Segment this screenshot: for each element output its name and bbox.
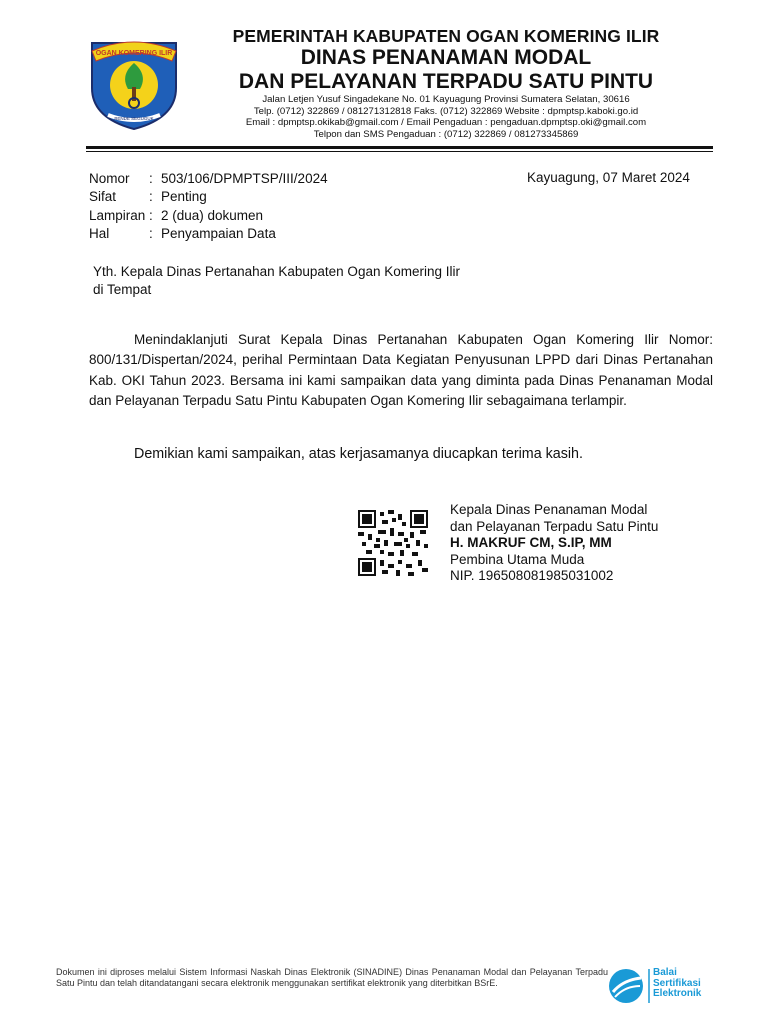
- meta-lampiran: Lampiran : 2 (dua) dokumen: [89, 207, 328, 225]
- agency-phone: Telp. (0712) 322869 / 081271312818 Faks. (0712) 322869 Website : dpmptsp.kaboki.go.id: [253, 105, 639, 117]
- agency-address: Jalan Letjen Yusuf Singadekane No. 01 Kayuagung Provinsi Sumatera Selatan, 30616: [262, 94, 630, 105]
- addressee-place: di Tempat: [93, 281, 152, 297]
- signer-name: H. MAKRUF CM, S.IP, MM: [450, 535, 612, 550]
- meta-sifat: Sifat : Penting: [89, 188, 328, 206]
- agency-sms: Telpon dan SMS Pengaduan : (0712) 322869 / 081273345869: [313, 128, 579, 140]
- letter-subject: Penyampaian Data: [161, 225, 276, 241]
- meta-hal: Hal : Penyampaian Data: [89, 225, 328, 243]
- regency-emblem-logo: [88, 33, 180, 131]
- agency-email: Email : dpmptsp.okikab@gmail.com / Email Pengaduan : pengaduan.dpmptsp.oki@gmail.com: [245, 117, 647, 128]
- agency-name-line2: DAN PELAYANAN TERPADU SATU PINTU: [238, 70, 654, 93]
- bsre-label: Balai Sertifikasi Elektronik: [653, 967, 702, 999]
- body-paragraph: Menindaklanjuti Surat Kepala Dinas Pertanahan Kabupaten Ogan Komering Ilir Nomor: 800/131/Dispertan/2024, perihal Permintaan Data Kegiatan Penyusunan LPPD dari Dinas Pertanahan Kab. OKI Tahun 2023. Bersama ini kami sampaikan data yang diminta pada Dinas Penanaman Modal dan Pelayanan Terpadu Satu Pintu Kabupaten Ogan Komering Ilir sebagaimana terlampir.: [89, 332, 713, 408]
- letterhead-text: [186, 26, 706, 140]
- letterhead: [0, 0, 768, 160]
- letterhead-thick-rule: [86, 146, 713, 149]
- letterhead-thin-rule: [86, 151, 713, 152]
- agency-name-line1: DINAS PENANAMAN MODAL: [300, 46, 592, 69]
- letter-number: 503/106/DPMPTSP/III/2024: [161, 171, 328, 186]
- signature-block: [450, 502, 658, 585]
- addressee-line: Yth. Kepala Dinas Pertanahan Kabupaten Ogan Komering Ilir: [93, 264, 460, 279]
- letter-attachment: 2 (dua) dokumen: [161, 207, 264, 223]
- letter-date: Kayuagung, 07 Maret 2024: [527, 170, 690, 185]
- meta-nomor: Nomor : 503/106/DPMPTSP/III/2024: [89, 170, 328, 188]
- closing-sentence: Demikian kami sampaikan, atas kerjasamanya diucapkan terima kasih.: [134, 446, 583, 462]
- government-name: PEMERINTAH KABUPATEN OGAN KOMERING ILIR: [232, 26, 660, 46]
- signer-title-1: Kepala Dinas Penanaman Modal: [450, 502, 648, 517]
- svg-text:OGAN KOMERING ILIR: OGAN KOMERING ILIR: [95, 50, 173, 57]
- footer-note: Dokumen ini diproses melalui Sistem Informasi Naskah Dinas Elektronik (SINADINE) Dinas Penanaman Modal dan Pelayanan Terpadu Satu Pintu dan telah ditandatangani secara elektronik menggunakan sertifikat elektronik yang diterbitkan BSrE.: [56, 967, 608, 989]
- signer-title-2: dan Pelayanan Terpadu Satu Pintu: [450, 518, 659, 534]
- qr-code-icon: [358, 510, 428, 576]
- signer-rank: Pembina Utama Muda: [450, 551, 585, 567]
- signer-nip: NIP. 196508081985031002: [450, 568, 614, 583]
- letter-meta: [89, 170, 328, 243]
- svg-text:BENDE SEGUGUK: BENDE SEGUGUK: [114, 116, 154, 121]
- letter-nature: Penting: [161, 189, 207, 205]
- addressee: [93, 263, 460, 298]
